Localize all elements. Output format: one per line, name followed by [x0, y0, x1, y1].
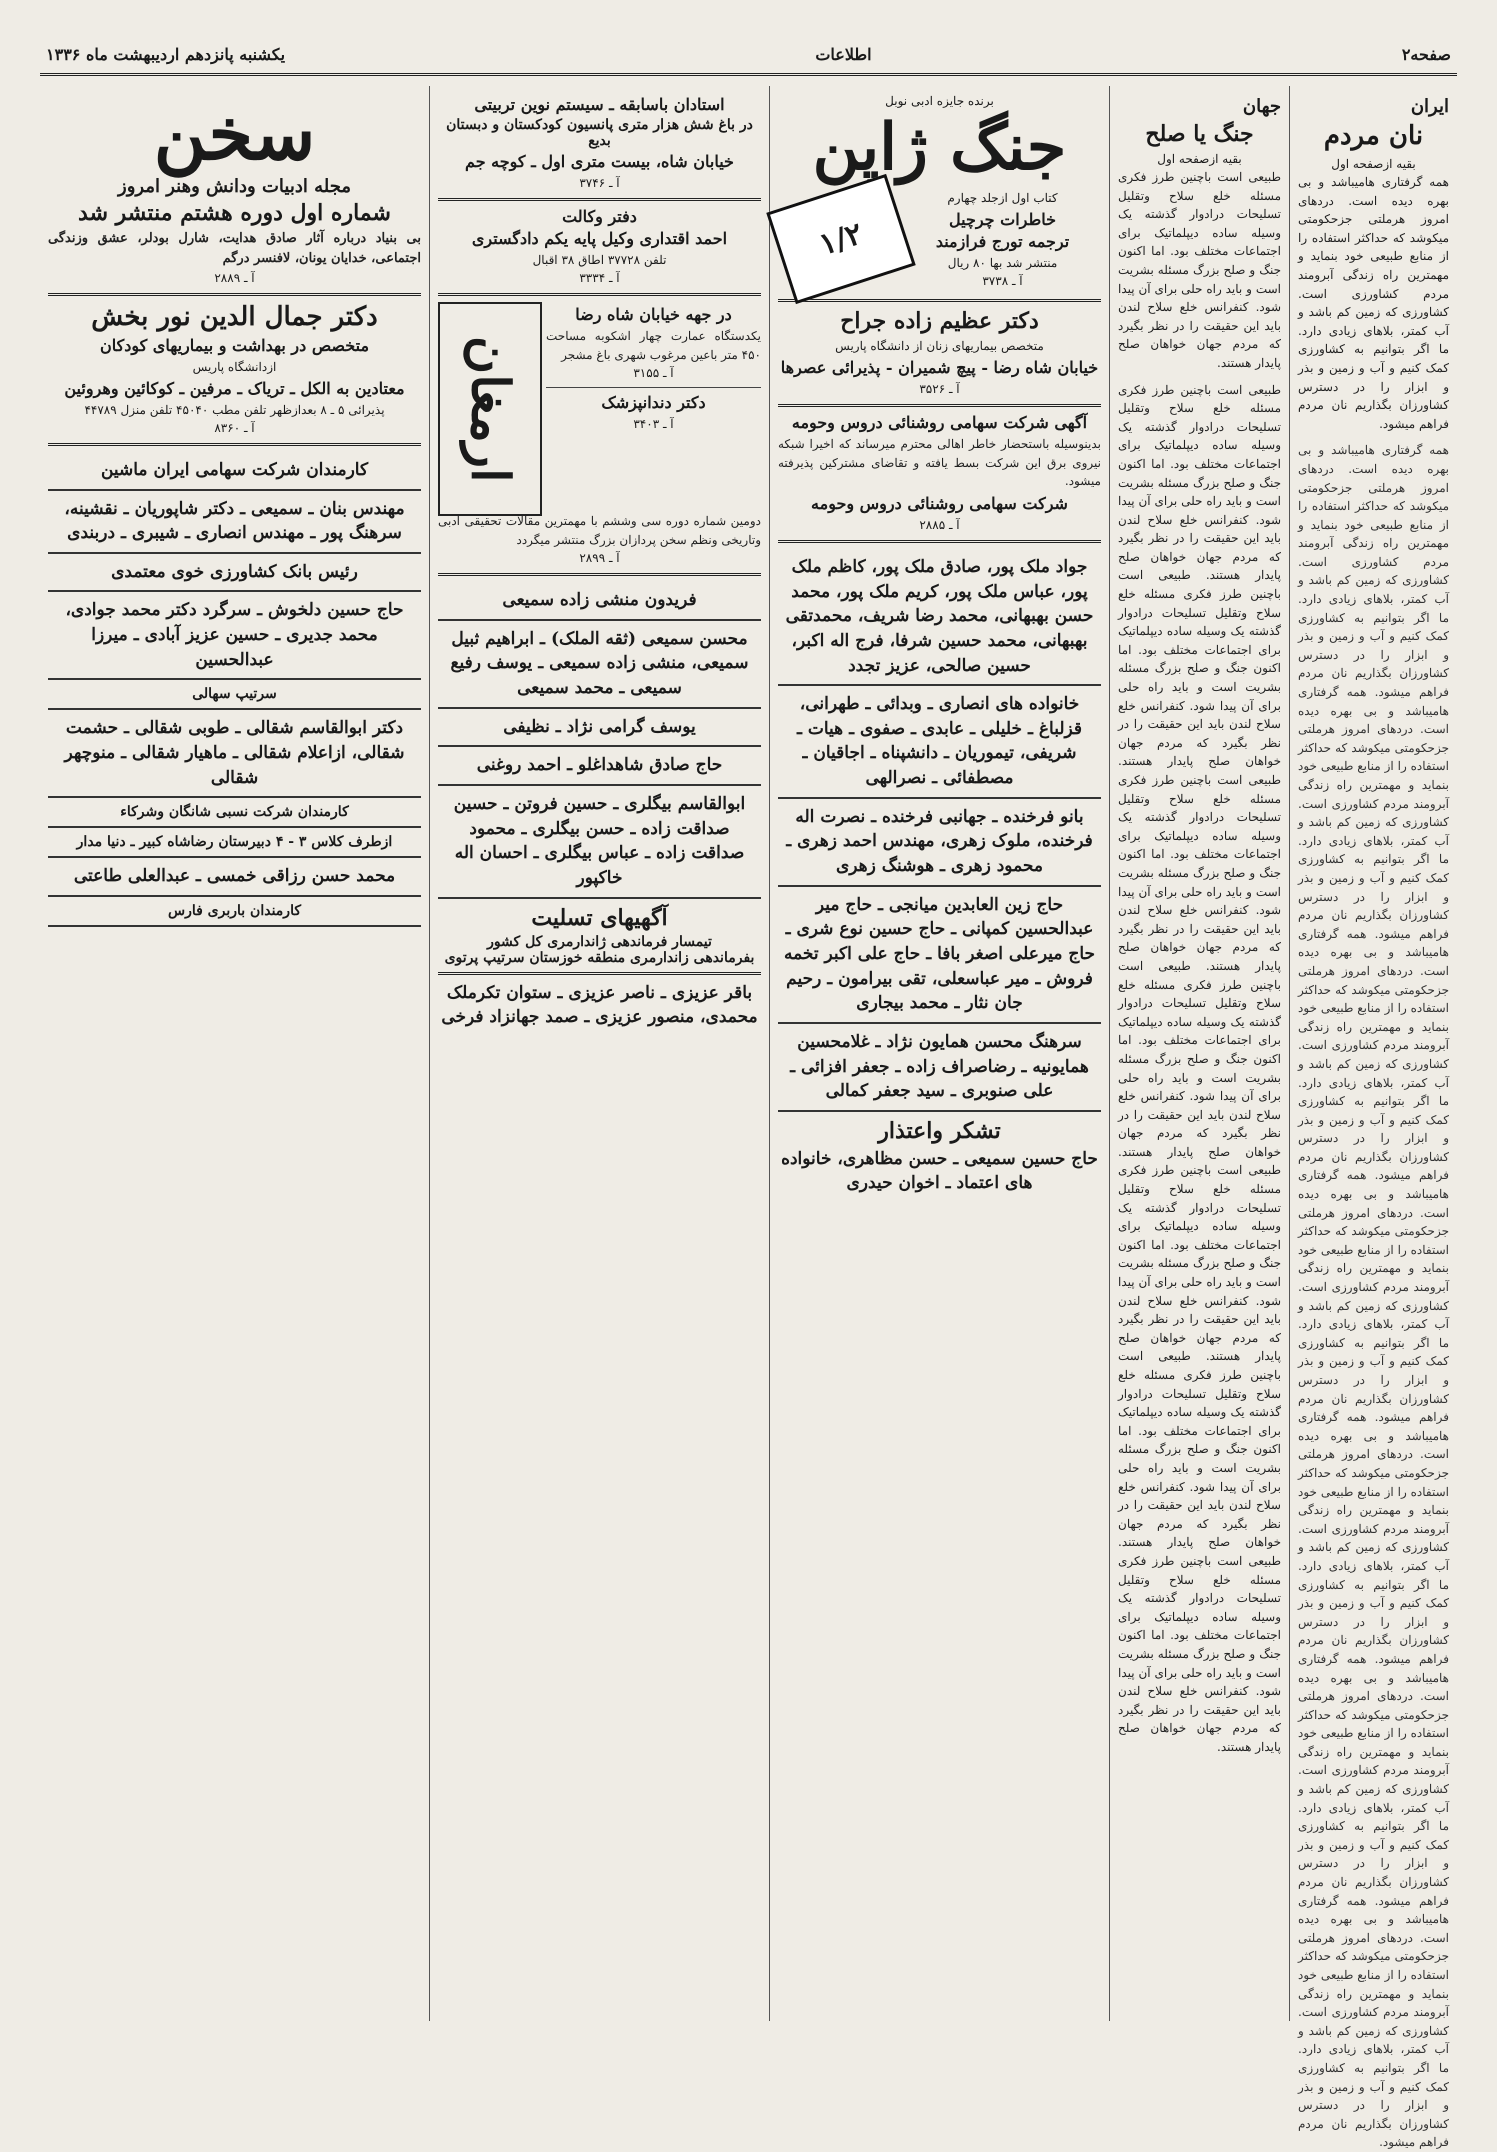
column-world [1109, 86, 1289, 2021]
company-notice-text: بدینوسیله باستحضار خاطر اهالی محترم میرساند که اخیرا شبکه نیروی برق این شرکت بسط یافته و تقاضای مشترکین پذیرفته میشود. [778, 437, 1101, 489]
transport-signature: کارمندان باربری فارس [48, 897, 421, 927]
company-signature-2: کارمندان شرکت نسبی شانگان وشرکاء [48, 798, 421, 828]
sokhan-code: آ ـ ۲۸۸۹ [214, 270, 255, 285]
school-signature: ازطرف کلاس ۳ - ۴ دبیرستان رضاشاه کبیر ـ دنیا مدار [48, 828, 421, 858]
company-signature: شرکت سهامی روشنائی دروس وحومه [811, 493, 1068, 513]
article-title-bread: نان مردم [1323, 121, 1424, 151]
article-body-bread-cont: همه گرفتاری هامیباشد و بی بهره دیده است. دردهای امروز هرملتی جزحکومتی میکوشد که حداکثر استفاده را از منابع طبیعی خود بنماید و مهمترین راه زندگی آبرومند مردم کشاورزی است. کشاورزی که زمین کم باشد و آب کمتر، بلاهای زیادی دارد. ما اگر بتوانیم به کشاورزی کمک کنیم و آب و زمین و بذر و ابزار را در دسترس کشاورزان بگذاریم نان مردم فراهم میشود. همه گرفتاری هامیباشد و بی بهره دیده است. دردهای امروز هرملتی جزحکومتی میکوشد که حداکثر استفاده را از منابع طبیعی خود بنماید و مهمترین راه زندگی آبرومند مردم کشاورزی است. کشاورزی که زمین کم باشد و آب کمتر، بلاهای زیادی دارد. ما اگر بتوانیم به کشاورزی کمک کنیم و آب و زمین و بذر و ابزار را در دسترس کشاورزان بگذاریم نان مردم فراهم میشود. همه گرفتاری هامیباشد و بی بهره دیده است. دردهای امروز هرملتی جزحکومتی میکوشد که حداکثر استفاده را از منابع طبیعی خود بنماید و مهمترین راه زندگی آبرومند مردم کشاورزی است. کشاورزی که زمین کم باشد و آب کمتر، بلاهای زیادی دارد. ما اگر بتوانیم به کشاورزی کمک کنیم و آب و زمین و بذر و ابزار را در دسترس کشاورزان بگذاریم نان مردم فراهم میشود. همه گرفتاری هامیباشد و بی بهره دیده است. دردهای امروز هرملتی جزحکومتی میکوشد که حداکثر استفاده را از منابع طبیعی خود بنماید و مهمترین راه زندگی آبرومند مردم کشاورزی است. کشاورزی که زمین کم باشد و آب کمتر، بلاهای زیادی دارد. ما اگر بتوانیم به کشاورزی کمک کنیم و آب و زمین و بذر و ابزار را در دسترس کشاورزان بگذاریم نان مردم فراهم میشود. همه گرفتاری هامیباشد و بی بهره دیده است. دردهای امروز هرملتی جزحکومتی میکوشد که حداکثر استفاده را از منابع طبیعی خود بنماید و مهمترین راه زندگی آبرومند مردم کشاورزی است. کشاورزی که زمین کم باشد و آب کمتر، بلاهای زیادی دارد. ما اگر بتوانیم به کشاورزی کمک کنیم و آب و زمین و بذر و ابزار را در دسترس کشاورزان بگذاریم نان مردم فراهم میشود. همه گرفتاری هامیباشد و بی بهره دیده است. دردهای امروز هرملتی جزحکومتی میکوشد که حداکثر استفاده را از منابع طبیعی خود بنماید و مهمترین راه زندگی آبرومند مردم کشاورزی است. کشاورزی که زمین کم باشد و آب کمتر، بلاهای زیادی دارد. ما اگر بتوانیم به کشاورزی کمک کنیم و آب و زمین و بذر و ابزار را در دسترس کشاورزان بگذاریم نان مردم فراهم میشود. همه گرفتاری هامیباشد و بی بهره دیده است. دردهای امروز هرملتی جزحکومتی میکوشد که حداکثر استفاده را از منابع طبیعی خود بنماید و مهمترین راه زندگی آبرومند مردم کشاورزی است. کشاورزی که زمین کم باشد و آب کمتر، بلاهای زیادی دارد. ما اگر بتوانیم به کشاورزی کمک کنیم و آب و زمین و بذر و ابزار را در دسترس کشاورزان بگذاریم نان مردم فراهم میشود. [1298, 443, 1449, 2150]
page-header [40, 36, 1457, 76]
book-translator: ترجمه تورج فرازمند [935, 231, 1070, 251]
column-middle [429, 86, 769, 2021]
column-book [769, 86, 1109, 2021]
mid-bottom-names: باقر عزیزی ـ ناصر عزیزی ـ ستوان تکرملک محمدی، منصور عزیزی ـ صمد جهانزاد فرخی [441, 982, 758, 1028]
condolence-block: سرهنگ محسن همایون نژاد ـ غلامحسین همایونیه ـ رضاصراف زاده ـ جعفر افزائی ـ علی صنوبری ـ سید جعفر کمالی [778, 1024, 1101, 1112]
sokhan-subtitle: مجله ادبیات ودانش وهنر امروز [118, 175, 351, 197]
newspaper-page [40, 36, 1457, 2150]
condolence-block: جواد ملک پور، صادق ملک پور، کاظم ملک پور، عباس ملک پور، کریم ملک پور، محمد حسن بهبهانی، محمد رضا شریف، محمدتقی بهبهانی، محمد حسین شرفا، فرج اله اکبر، حسین صالحی، عزیز تجدد [778, 549, 1101, 686]
condolence-mid-list [438, 582, 761, 898]
book-code: آ ـ ۳۷۳۸ [982, 273, 1023, 288]
continued-note: بقیه ازصفحه اول [1331, 157, 1416, 171]
armaghan-logo: ارمغان [438, 302, 542, 516]
condolence-block: یوسف گرامی نژاد ـ نظیفی [438, 709, 761, 748]
lawyer-head: دفتر وکالت [562, 207, 637, 226]
condolence-block: حاج زین العابدین میانجی ـ حاج میر عبدالحسین کمپانی ـ حاج حسین نوع شری ـ حاج میرعلی اصغر بافا ـ حاج علی اکبر تخمه فروش ـ میر عباسعلی، تقی بیرامون ـ رحیم جان نثار ـ محمد بیجاری [778, 887, 1101, 1024]
lawyer-address: تلفن ۳۷۷۲۸ اطاق ۳۸ اقبال [532, 253, 667, 267]
condolence-block: خانواده های انصاری ـ وبدائی ـ طهرانی، قزلباغ ـ خلیلی ـ عابدی ـ صفوی ـ هیات ـ شریفی، تیموریان ـ دانشپناه ـ اجاقیان ـ مصطفائی ـ نصرالهی [778, 686, 1101, 799]
column-iran [1289, 86, 1457, 2150]
sokhan-title: سخن [153, 91, 316, 176]
book-desc-1: کتاب اول ازجلد چهارم [947, 190, 1058, 205]
doctor-address: خیابان شاه رضا - پیچ شمیران - پذیرائی عصرها [780, 358, 1099, 378]
company-code: آ ـ ۲۸۸۵ [919, 517, 960, 532]
condolence-block: کارمندان شرکت سهامی ایران ماشین [48, 452, 421, 491]
doctor-azimzadeh: دکتر عظیم زاده جراح [840, 308, 1039, 335]
sokhan-text: بی بنیاد درباره آثار صادق هدایت، شارل بودلر، عشق وزندگی اجتماعی، خدایان یونان، لافنسر درگم [48, 230, 421, 266]
doctor-noorbakhsh-uni: ازدانشگاه پاریس [192, 359, 277, 374]
doctor-code: آ ـ ۳۵۲۶ [919, 382, 960, 397]
book-price: منتشر شد بها ۸۰ ریال [947, 255, 1058, 270]
armaghan-text: دومین شماره دوره سی وششم با مهمترین مقالات تحقیقی ادبی وتاریخی ونظم سخن پردازان بزرگ منتشر میگردد [438, 514, 761, 547]
armaghan-code: آ ـ ۲۸۹۹ [579, 551, 620, 566]
school-ad-code: آ ـ ۳۷۴۶ [579, 176, 620, 190]
condolence-block: ابوالقاسم بیگلری ـ حسین فروتن ـ حسین صداقت زاده ـ حسن بیگلری ـ محمود صداقت زاده ـ عباس بیگلری ـ احسان اله خاکپور [438, 786, 761, 899]
school-ad-title: استادان باسابقه ـ سیستم نوین تربیتی [474, 95, 725, 114]
notice-heading: آگهیهای تسلیت [531, 904, 668, 931]
lawyer-name: احمد اقتداری وکیل پایه یکم دادگستری [471, 229, 728, 248]
army-signature: سرتیپ سهالی [48, 680, 421, 710]
section-iran: ایران [1410, 96, 1449, 117]
school-ad-sub: در باغ شش هزار متری پانسیون کودکستان و دبستان بدیع [446, 117, 753, 149]
dentist-name: دکتر دندانپزشک [601, 393, 706, 413]
dentist-code: آ ـ ۳۴۰۳ [633, 417, 674, 432]
rent-text: یکدستگاه عمارت چهار اشکوبه مساحت ۴۵۰ متر باعین مرغوب شهری باغ مشجر [546, 329, 761, 362]
book-publisher-logo: ۱/۲ [766, 174, 915, 304]
issue-date: یکشنبه پانزدهم اردیبهشت ماه ۱۳۳۶ [46, 45, 286, 64]
doctor-noorbakhsh-code: آ ـ ۸۳۶۰ [214, 420, 255, 435]
sokhan-issue: شماره اول دوره هشتم منتشر شد [78, 199, 391, 226]
thanks-heading: تشکر واعتذار [878, 1117, 1001, 1144]
book-desc-2: خاطرات چرچیل [949, 209, 1056, 229]
condolence-block: محمد حسن رزاقی خمسی ـ عبدالعلی طاعتی [48, 858, 421, 897]
page-number: صفحه۲ [1401, 45, 1451, 64]
condolence-block: حاج حسین دلخوش ـ سرگرد دکتر محمد جوادی، محمد جدیری ـ حسین عزیز آبادی ـ میرزا عبدالحسین [48, 592, 421, 680]
condolence-block: بانو فرخنده ـ جهانبی فرخنده ـ نصرت اله فرخنده، ملوک زهری، مهندس احمد زهری ـ محمود زهری ـ هوشنگ زهری [778, 799, 1101, 887]
condolence-right-list [48, 452, 421, 927]
article-body-bread: همه گرفتاری هامیباشد و بی بهره دیده است. دردهای امروز هرملتی جزحکومتی میکوشد که حداکثر استفاده را از منابع طبیعی خود بنماید و مهمترین راه زندگی آبرومند مردم کشاورزی است. کشاورزی که زمین کم باشد و آب کمتر، بلاهای زیادی دارد. ما اگر بتوانیم به کشاورزی کمک کنیم و آب و زمین و بذر و ابزار را در دسترس کشاورزان بگذاریم نان مردم فراهم میشود. [1298, 175, 1449, 431]
doctor-noorbakhsh: دکتر جمال الدین نور بخش [91, 301, 378, 332]
company-notice-title: آگهی شرکت سهامی روشنائی دروس وحومه [791, 413, 1088, 433]
condolence-block: محسن سمیعی (ثقه الملک) ـ ابراهیم ثبیل سمیعی، منشی زاده سمیعی ـ یوسف رفیع سمیعی ـ محمد سمیعی [438, 621, 761, 709]
rent-head: در جهه خیابان شاه رضا [575, 305, 732, 324]
rent-code: آ ـ ۳۱۵۵ [633, 366, 674, 381]
book-prize: برنده جایزه ادبی نوبل [885, 94, 994, 108]
gendarmerie-signature-2: بفرماندهی زاندارمری منطقه خوزستان سرتیپ پرتوی [444, 949, 755, 966]
lawyer-code: آ ـ ۳۳۳۴ [579, 271, 620, 285]
section-world: جهان [1242, 96, 1281, 117]
doctor-noorbakhsh-line: معتادین به الکل ـ تریاک ـ مرفین ـ کوکائین وهروئین [64, 378, 405, 398]
condolence-center-list [778, 549, 1101, 1112]
school-ad-address: خیابان شاه، بیست متری اول ـ کوچه جم [465, 152, 734, 171]
doctor-noorbakhsh-desc: متخصص در بهداشت و بیماریهای کودکان [99, 335, 370, 355]
continued-note: بقیه ازصفحه اول [1157, 152, 1242, 166]
condolence-block: حاج صادق شاهداغلو ـ احمد روغنی [438, 747, 761, 786]
article-body-war-peace: طبیعی است باچنین طرز فکری مسئله خلع سلاح وتقلیل تسلیحات درادوار گذشته یک وسیله ساده دیپلماتیک برای اجتماعات مختلف بود. اما اکنون جنگ و صلح بزرگ مسئله بشریت است و باید راه حلی برای آن پیدا شود. کنفرانس خلع سلاح لندن باید این حقیقت را در نظر بگیرد که مردم جهان خواهان صلح پایدار هستند. [1118, 170, 1281, 370]
condolence-block: مهندس بنان ـ سمیعی ـ دکتر شاپوریان ـ نقشینه، سرهنگ پور ـ مهندس انصاری ـ شیبری ـ دربندی [48, 491, 421, 554]
article-title-war-peace: جنگ یا صلح [1145, 121, 1254, 147]
newspaper-name: اطلاعات [815, 45, 872, 64]
condolence-block: رئیس بانک کشاورزی خوی معتمدی [48, 554, 421, 593]
column-sokhan [40, 86, 429, 2021]
thanks-names: حاج حسین سمیعی ـ حسن مظاهری، خانواده های اعتماد ـ اخوان حیدری [781, 1148, 1098, 1194]
doctor-noorbakhsh-addr: پذیرائی ۵ ـ ۸ بعدازظهر تلفن مطب ۴۵۰۴۰ تلفن منزل ۴۴۷۸۹ [84, 402, 385, 417]
gendarmerie-signature: تیمسار فرماندهی ژاندارمری کل کشور [487, 933, 712, 950]
condolence-block: دکتر ابوالقاسم شقالی ـ طوبی شقالی ـ حشمت شقالی، ازاعلام شقالی ـ ماهیار شقالی ـ منوچهر شقالی [48, 710, 421, 798]
doctor-desc: متخصص بیماریهای زنان از دانشگاه پاریس [835, 339, 1044, 354]
article-body-war-peace-cont: طبیعی است باچنین طرز فکری مسئله خلع سلاح وتقلیل تسلیحات درادوار گذشته یک وسیله ساده دیپلماتیک برای اجتماعات مختلف بود. اما اکنون جنگ و صلح بزرگ مسئله بشریت است و باید راه حلی برای آن پیدا شود. کنفرانس خلع سلاح لندن باید این حقیقت را در نظر بگیرد که مردم جهان خواهان صلح پایدار هستند. طبیعی است باچنین طرز فکری مسئله خلع سلاح وتقلیل تسلیحات درادوار گذشته یک وسیله ساده دیپلماتیک برای اجتماعات مختلف بود. اما اکنون جنگ و صلح بزرگ مسئله بشریت است و باید راه حلی برای آن پیدا شود. کنفرانس خلع سلاح لندن باید این حقیقت را در نظر بگیرد که مردم جهان خواهان صلح پایدار هستند. طبیعی است باچنین طرز فکری مسئله خلع سلاح وتقلیل تسلیحات درادوار گذشته یک وسیله ساده دیپلماتیک برای اجتماعات مختلف بود. اما اکنون جنگ و صلح بزرگ مسئله بشریت است و باید راه حلی برای آن پیدا شود. کنفرانس خلع سلاح لندن باید این حقیقت را در نظر بگیرد که مردم جهان خواهان صلح پایدار هستند. طبیعی است باچنین طرز فکری مسئله خلع سلاح وتقلیل تسلیحات درادوار گذشته یک وسیله ساده دیپلماتیک برای اجتماعات مختلف بود. اما اکنون جنگ و صلح بزرگ مسئله بشریت است و باید راه حلی برای آن پیدا شود. کنفرانس خلع سلاح لندن باید این حقیقت را در نظر بگیرد که مردم جهان خواهان صلح پایدار هستند. طبیعی است باچنین طرز فکری مسئله خلع سلاح وتقلیل تسلیحات درادوار گذشته یک وسیله ساده دیپلماتیک برای اجتماعات مختلف بود. اما اکنون جنگ و صلح بزرگ مسئله بشریت است و باید راه حلی برای آن پیدا شود. کنفرانس خلع سلاح لندن باید این حقیقت را در نظر بگیرد که مردم جهان خواهان صلح پایدار هستند. طبیعی است باچنین طرز فکری مسئله خلع سلاح وتقلیل تسلیحات درادوار گذشته یک وسیله ساده دیپلماتیک برای اجتماعات مختلف بود. اما اکنون جنگ و صلح بزرگ مسئله بشریت است و باید راه حلی برای آن پیدا شود. کنفرانس خلع سلاح لندن باید این حقیقت را در نظر بگیرد که مردم جهان خواهان صلح پایدار هستند. طبیعی است باچنین طرز فکری مسئله خلع سلاح وتقلیل تسلیحات درادوار گذشته یک وسیله ساده دیپلماتیک برای اجتماعات مختلف بود. اما اکنون جنگ و صلح بزرگ مسئله بشریت است و باید راه حلی برای آن پیدا شود. کنفرانس خلع سلاح لندن باید این حقیقت را در نظر بگیرد که مردم جهان خواهان صلح پایدار هستند. [1118, 382, 1281, 1754]
book-title: جنگ ژاپن [812, 110, 1067, 185]
condolence-block: فریدون منشی زاده سمیعی [438, 582, 761, 621]
